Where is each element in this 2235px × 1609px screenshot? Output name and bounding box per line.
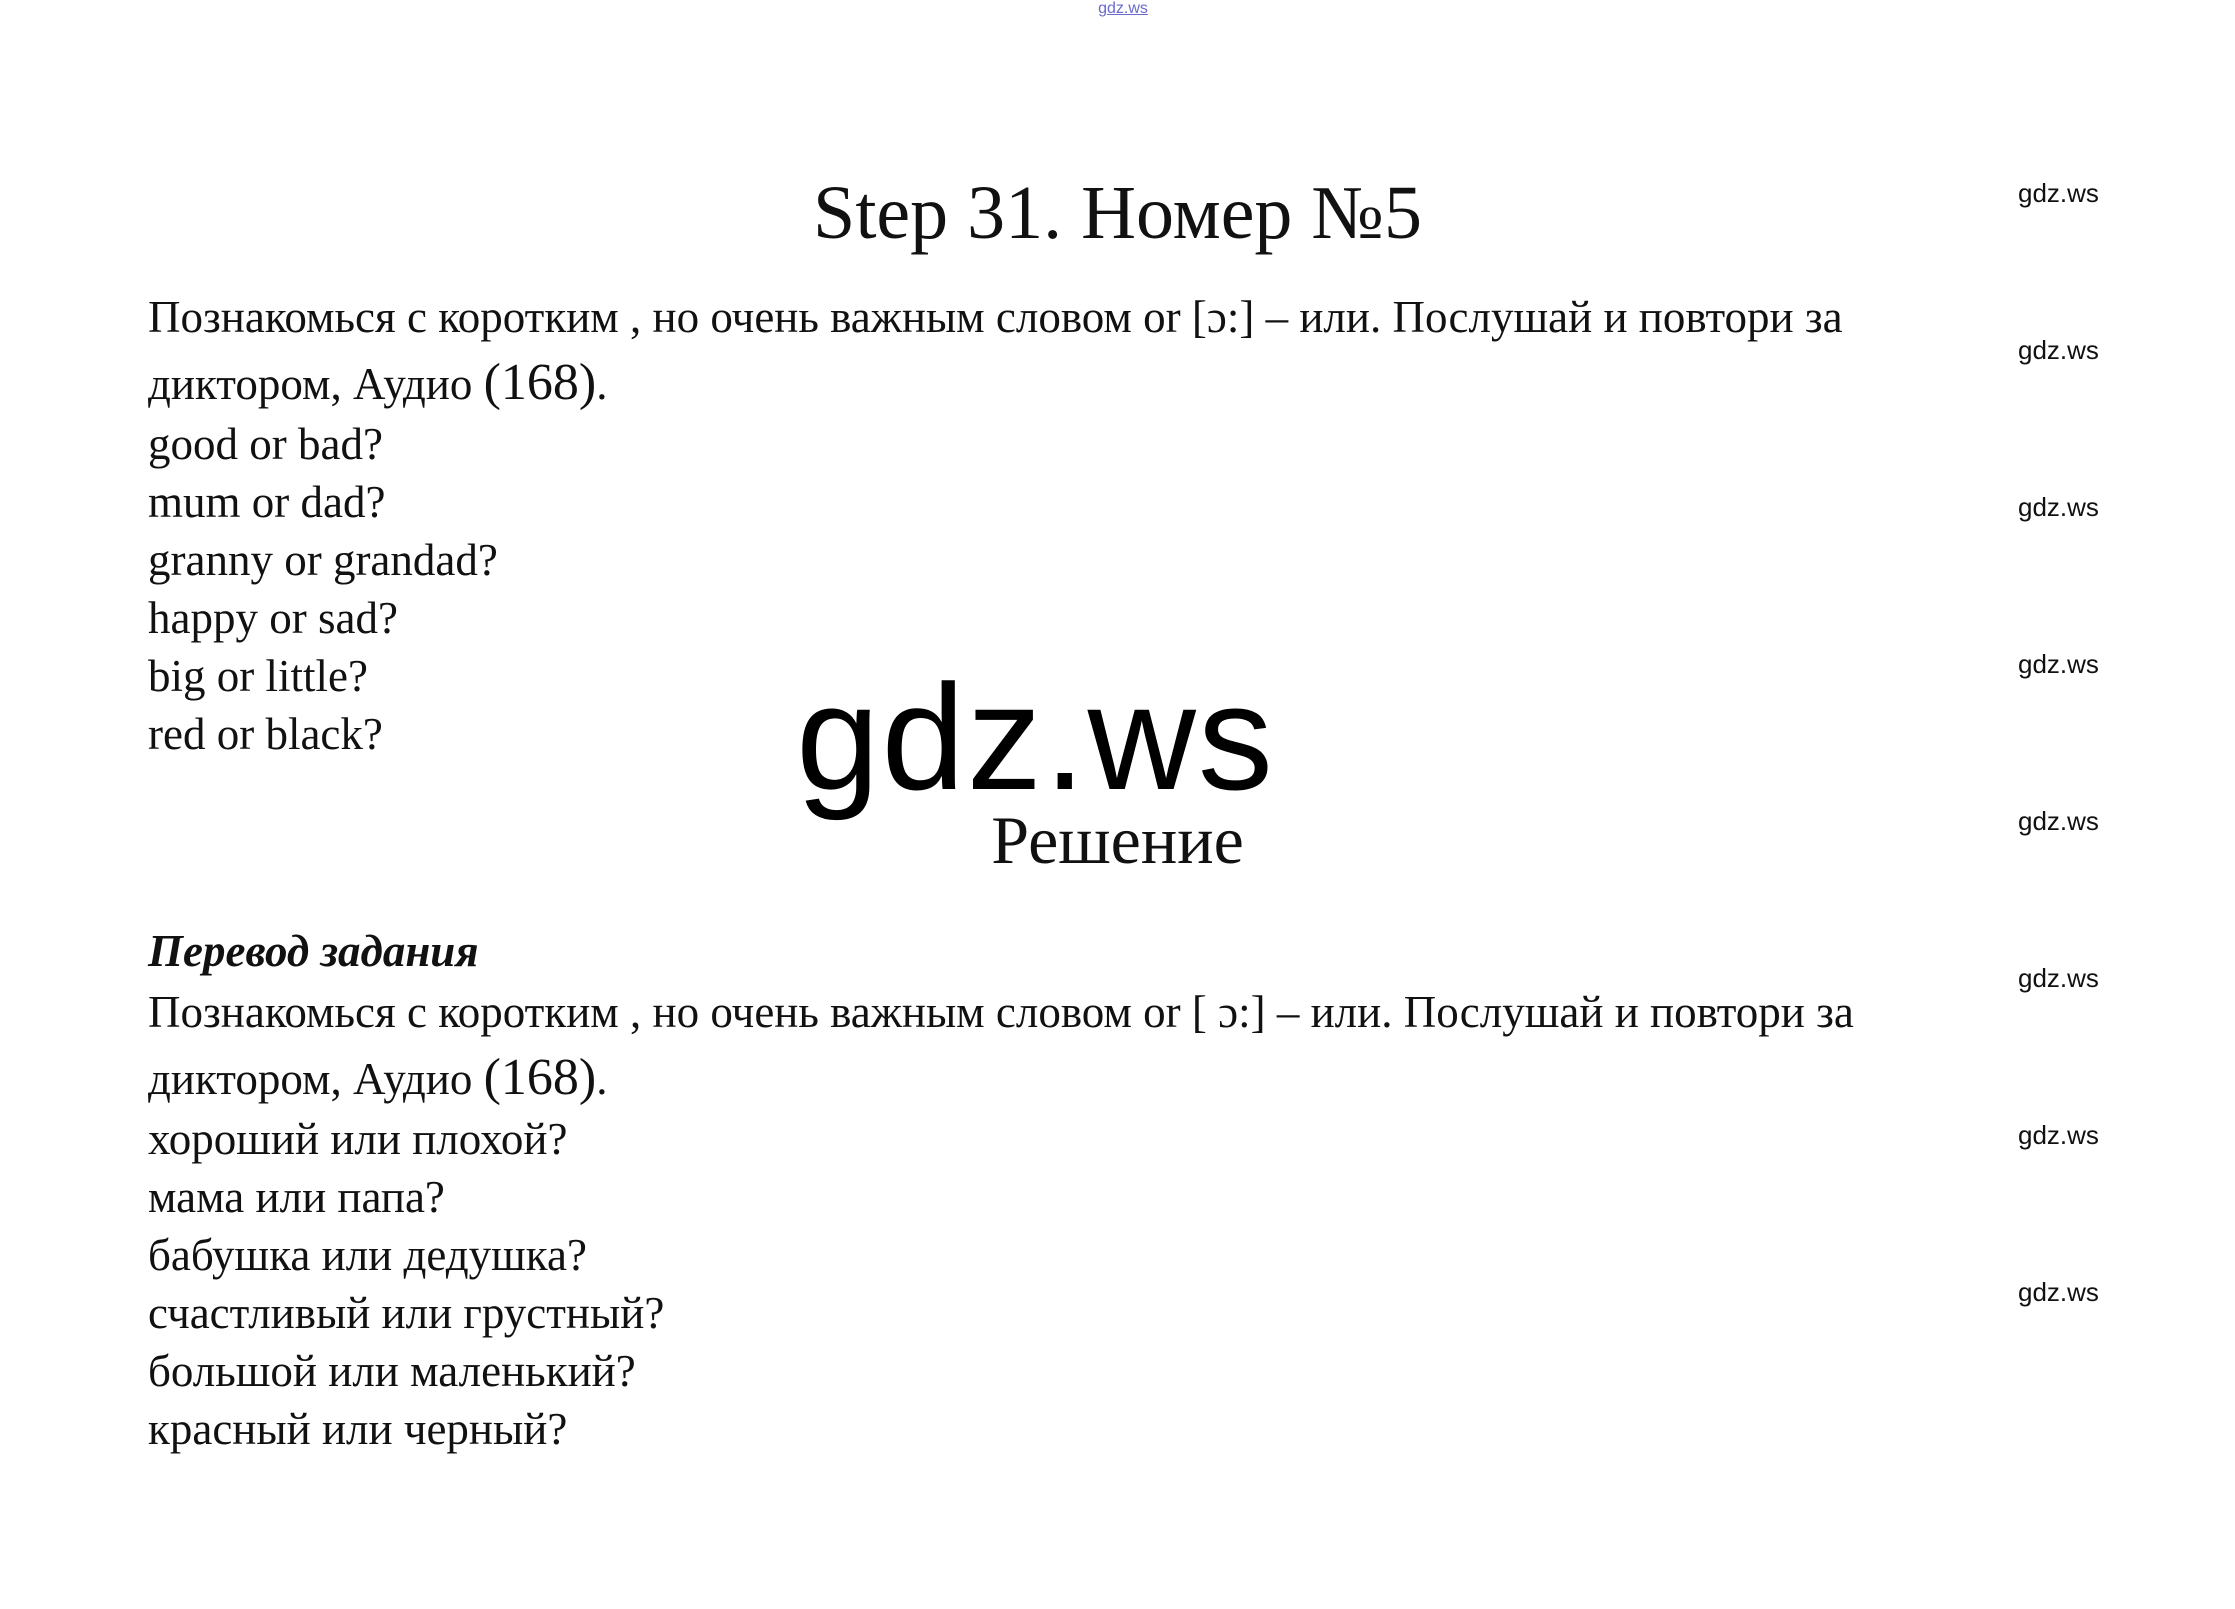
task-intro-text: диктором, Аудио bbox=[148, 359, 484, 409]
site-logo bbox=[0, 655, 2235, 820]
translation-section bbox=[148, 922, 2098, 1458]
side-watermark: gdz.ws bbox=[2018, 963, 2099, 993]
side-watermark: gdz.ws bbox=[2018, 492, 2099, 522]
solution-heading: Решение bbox=[991, 802, 1244, 878]
side-watermark: gdz.ws bbox=[2018, 806, 2099, 836]
translation-phrase-item: хороший или плохой? bbox=[148, 1114, 568, 1164]
phrase-item: good or bad? bbox=[148, 419, 383, 469]
translation-heading: Перевод задания bbox=[148, 926, 479, 976]
translation-intro-text: диктором, Аудио bbox=[148, 1054, 484, 1104]
side-watermark: gdz.ws bbox=[2018, 335, 2099, 365]
top-watermark-link[interactable]: gdz.ws bbox=[1098, 0, 1148, 17]
side-watermark: gdz.ws bbox=[2018, 1120, 2099, 1150]
audio-number: (168) bbox=[483, 1049, 597, 1106]
translation-phrase-item: бабушка или дедушка? bbox=[148, 1230, 587, 1280]
translation-intro-line-2 bbox=[148, 1045, 2098, 1110]
side-watermark: gdz.ws bbox=[2018, 1277, 2099, 1307]
phrase-item: mum or dad? bbox=[148, 477, 386, 527]
side-watermark: gdz.ws bbox=[2018, 178, 2099, 208]
audio-number: (168) bbox=[483, 354, 597, 411]
translation-intro-line-1: Познакомься с коротким , но очень важным словом or [ ɔ:] – или. Послушай и повтори за bbox=[148, 987, 1854, 1037]
translation-intro-end: . bbox=[596, 1054, 608, 1104]
translation-phrase-item: красный или черный? bbox=[148, 1404, 568, 1454]
page-title: Step 31. Номер №5 bbox=[813, 171, 1422, 255]
task-intro-line-2 bbox=[148, 350, 2098, 415]
task-intro-line-1: Познакомься с коротким , но очень важным словом or [ɔ:] – или. Послушай и повтори за bbox=[148, 292, 1843, 342]
translation-phrase-item: большой или маленький? bbox=[148, 1346, 636, 1396]
phrase-item: granny or grandad? bbox=[148, 535, 498, 585]
side-watermark: gdz.ws bbox=[2018, 649, 2099, 679]
phrase-item: red or black? bbox=[148, 709, 383, 759]
phrase-item: happy or sad? bbox=[148, 593, 398, 643]
task-intro-end: . bbox=[596, 359, 608, 409]
phrase-item: big or little? bbox=[148, 651, 368, 701]
translation-phrase-item: мама или папа? bbox=[148, 1172, 445, 1222]
site-logo-text: gdz.ws bbox=[796, 653, 1275, 821]
translation-phrase-item: счастливый или грустный? bbox=[148, 1288, 665, 1338]
